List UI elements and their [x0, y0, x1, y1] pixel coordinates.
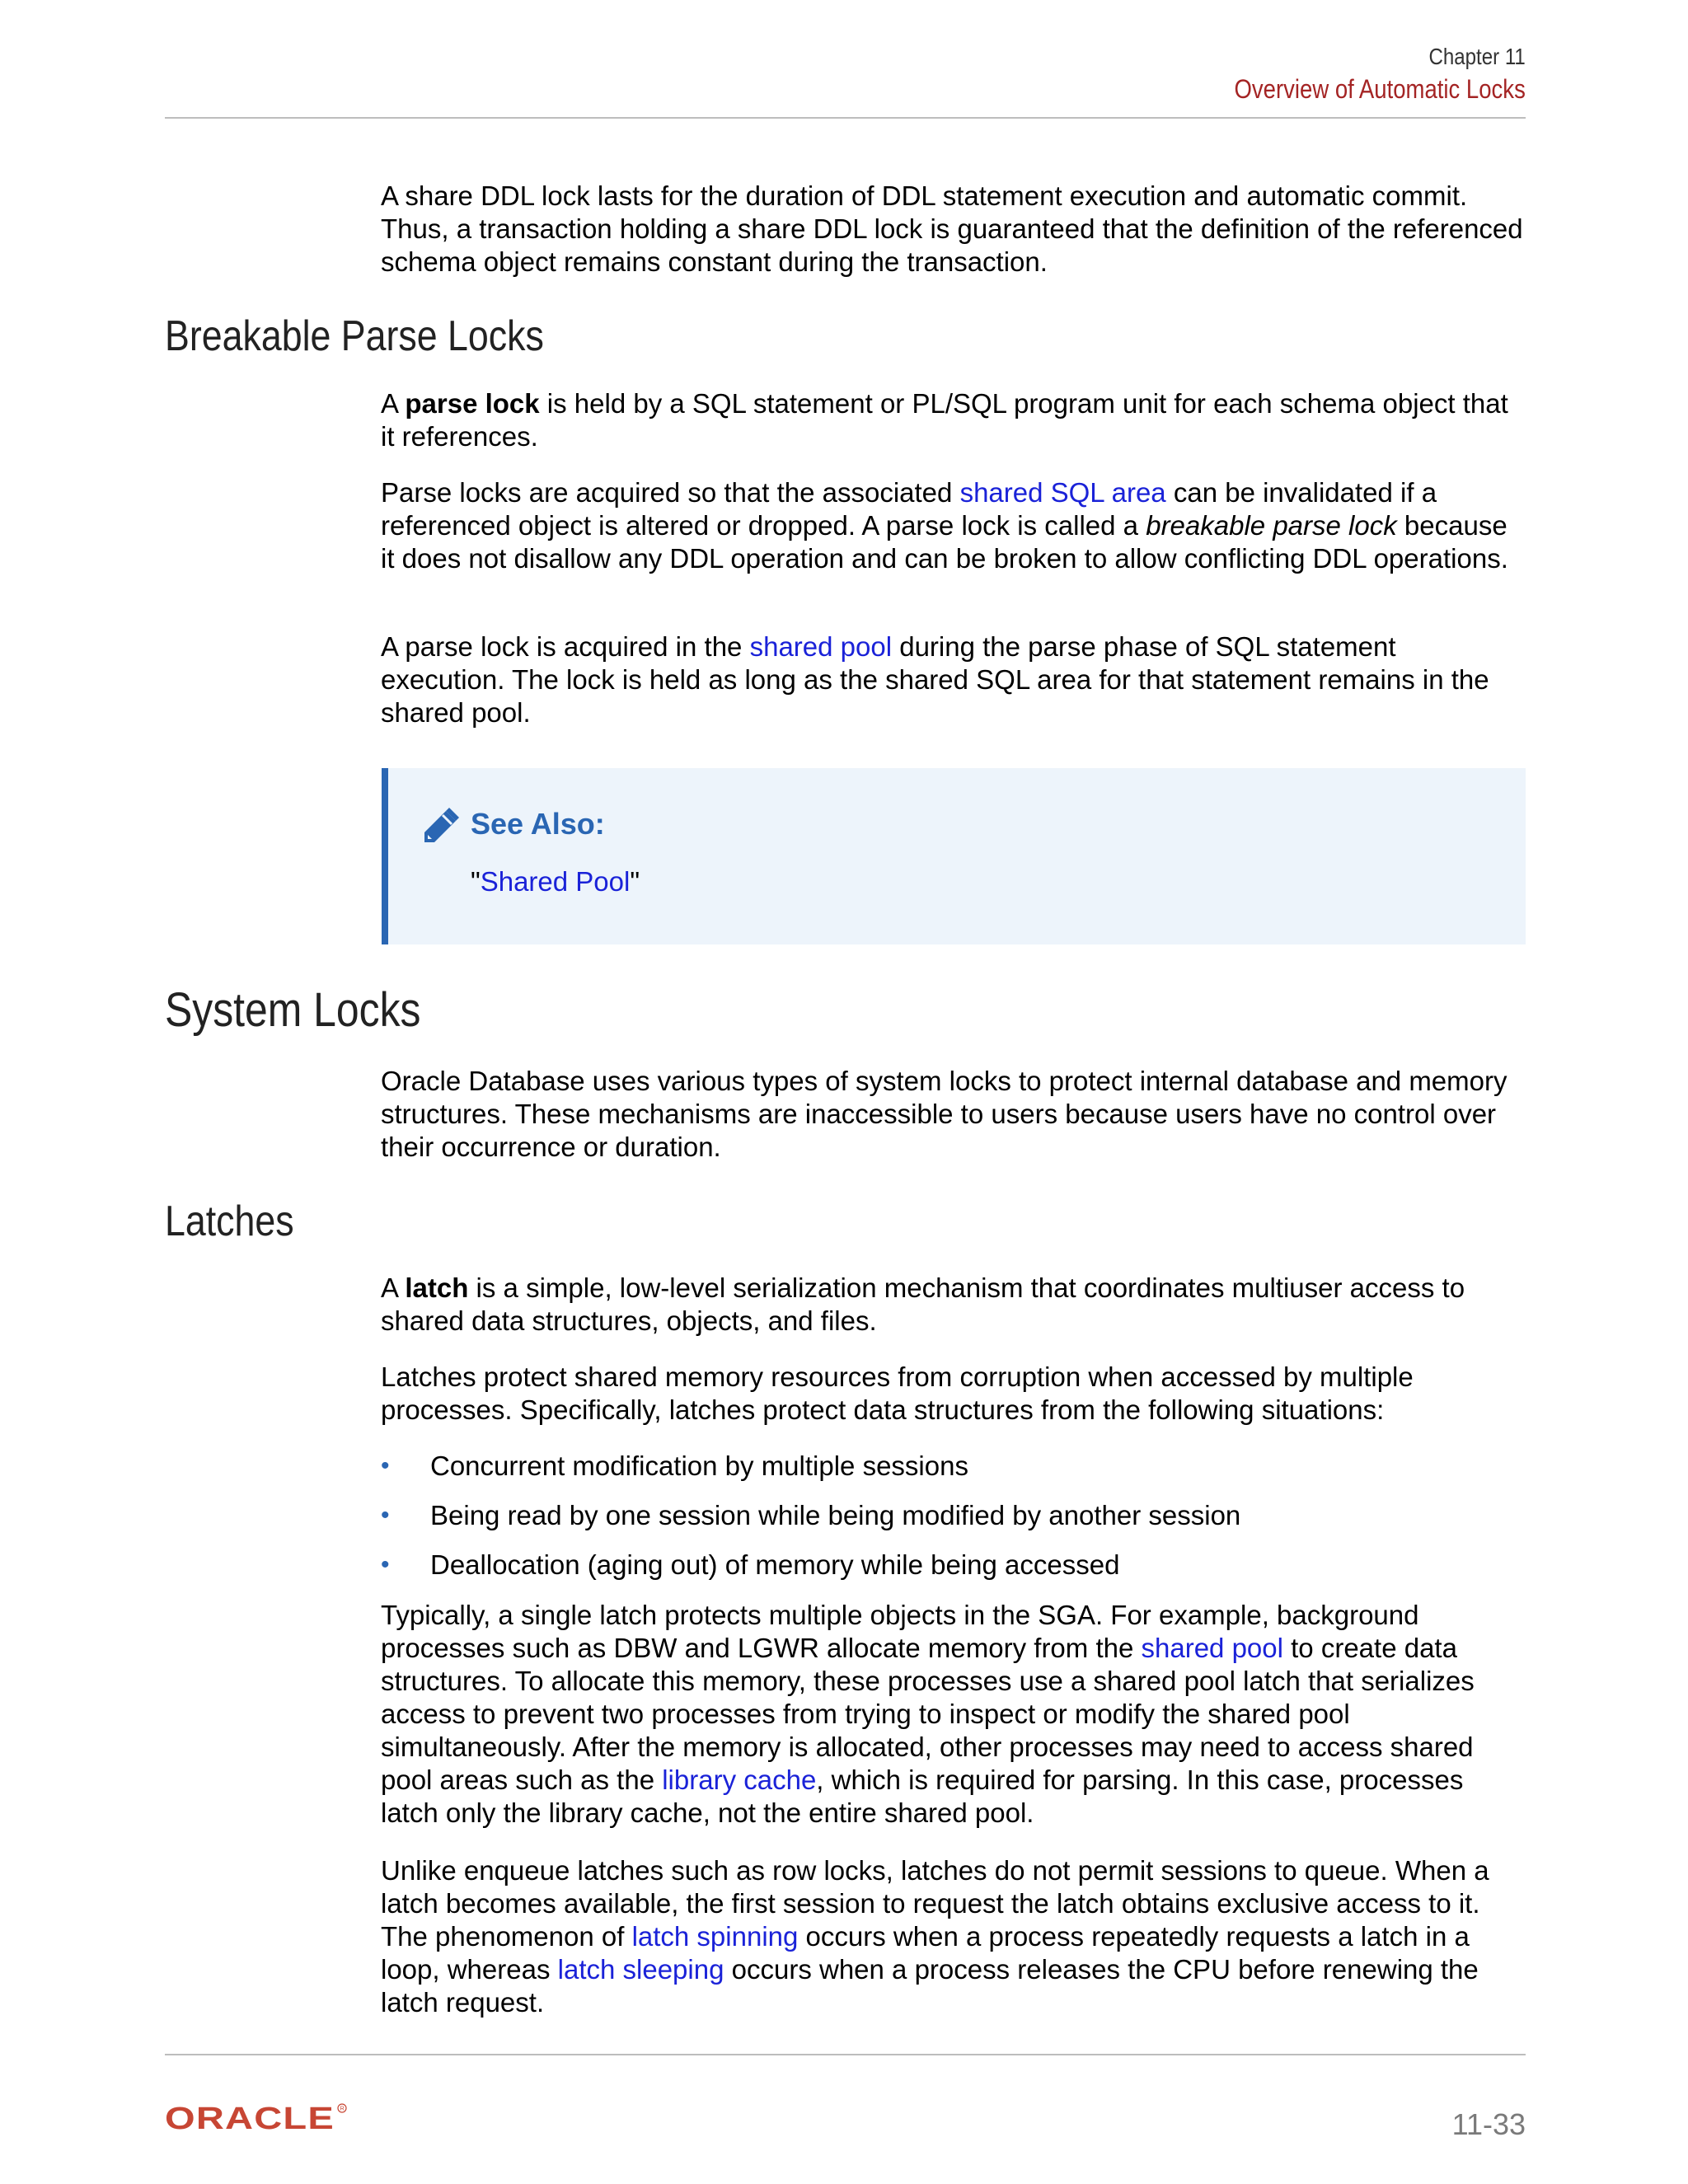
term-breakable-parse-lock: breakable parse lock [1146, 510, 1397, 541]
chapter-title: Overview of Automatic Locks [1234, 74, 1526, 104]
bullet-icon: • [381, 1502, 390, 1529]
running-header [1187, 41, 1526, 105]
bullet-icon: • [381, 1551, 390, 1578]
pencil-icon [421, 808, 459, 846]
link-shared-pool-section[interactable]: Shared Pool [480, 866, 631, 897]
term-latch: latch [405, 1272, 469, 1303]
heading-latches: Latches [165, 1197, 294, 1245]
list-item [381, 1450, 1526, 1499]
text: can be invalidated if a referenced object is altered or dropped. A parse lock is called a [381, 477, 1437, 541]
chapter-label: Chapter 11 [1428, 44, 1526, 69]
see-also-title: See Also: [471, 807, 605, 841]
page-number: 11-33 [1451, 2107, 1526, 2141]
link-latch-sleeping[interactable]: latch sleeping [557, 1954, 724, 1985]
list-item [381, 1499, 1526, 1549]
quote-close: " [630, 866, 640, 897]
oracle-logo [165, 2103, 348, 2133]
intro-paragraph: A share DDL lock lasts for the duration of DDL statement execution and automatic commit. Thus, a transaction holding a share DDL lock is guaranteed that the definition of the referenced schema object remains constant during the transaction. [381, 180, 1523, 277]
text: occurs when a process repeatedly requests a latch in a loop, whereas [381, 1921, 1470, 1985]
quote-open: " [471, 866, 481, 897]
footer-divider [165, 2054, 1526, 2055]
latch-paragraph-2: Latches protect shared memory resources from corruption when accessed by multiple processes. Specifically, latches protect data structures from the following situations: [381, 1361, 1414, 1425]
term-parse-lock: parse lock [405, 388, 540, 419]
see-also-body [471, 865, 640, 898]
heading-breakable-parse-locks: Breakable Parse Locks [165, 312, 544, 360]
text: to create data structures. To allocate this memory, these processes use a shared pool latch that serializes access to prevent two processes from trying to inspect or modify the shared pool simultaneously. After the memory is allocated, other processes may need to access shared pool areas such as the [381, 1633, 1475, 1795]
latch-paragraph-3 [381, 1599, 1526, 1830]
oracle-logo-text: ORACLE [165, 2103, 335, 2133]
list-item-text: Concurrent modification by multiple sessions [430, 1451, 968, 1481]
list-item [381, 1549, 1526, 1598]
system-locks-paragraph: Oracle Database uses various types of system locks to protect internal database and memory structures. These mechanisms are inaccessible to users because users have no control over their occurrence or duration. [381, 1066, 1507, 1162]
svg-text:R: R [340, 2106, 345, 2112]
latch-paragraph-4 [381, 1854, 1526, 2019]
text: because it does not disallow any DDL operation and can be broken to allow conflicting DDL operations. [381, 510, 1508, 574]
text: is a simple, low-level serialization mechanism that coordinates multiuser access to shared data structures, objects, and files. [381, 1272, 1465, 1336]
latch-paragraph-1 [381, 1272, 1526, 1338]
see-also-note [382, 768, 1526, 944]
link-shared-pool[interactable]: shared pool [749, 631, 893, 662]
text: Typically, a single latch protects multiple objects in the SGA. For example, background processes such as DBW and LGWR allocate memory from the [381, 1600, 1419, 1663]
text: A parse lock is acquired in the [381, 631, 750, 662]
bullet-icon: • [381, 1452, 390, 1479]
text: Parse locks are acquired so that the associated [381, 477, 960, 508]
header-divider [165, 117, 1526, 119]
text: , which is required for parsing. In this case, processes latch only the library cache, not the entire shared pool. [381, 1765, 1464, 1828]
latch-situations-list [381, 1450, 1526, 1598]
text: A [381, 1272, 406, 1303]
text: occurs when a process releases the CPU before renewing the latch request. [381, 1954, 1479, 2018]
list-item-text: Being read by one session while being modified by another session [430, 1500, 1241, 1530]
text: is held by a SQL statement or PL/SQL program unit for each schema object that it references. [381, 388, 1508, 452]
parse-lock-paragraph-3 [381, 630, 1526, 729]
text: Unlike enqueue latches such as row locks, latches do not permit sessions to queue. When a latch becomes available, the first session to request the latch obtains exclusive access to it. The phenomenon of [381, 1855, 1489, 1952]
text: A [381, 388, 406, 419]
link-library-cache[interactable]: library cache [662, 1765, 817, 1795]
parse-lock-paragraph-2 [381, 476, 1526, 575]
text: during the parse phase of SQL statement execution. The lock is held as long as the shared SQL area for that statement remains in the shared pool. [381, 631, 1489, 728]
list-item-text: Deallocation (aging out) of memory while being accessed [430, 1549, 1120, 1580]
link-shared-pool[interactable]: shared pool [1141, 1633, 1283, 1663]
heading-system-locks: System Locks [165, 983, 421, 1037]
link-latch-spinning[interactable]: latch spinning [631, 1921, 799, 1952]
parse-lock-paragraph-1 [381, 387, 1526, 453]
link-shared-sql-area[interactable]: shared SQL area [959, 477, 1166, 508]
